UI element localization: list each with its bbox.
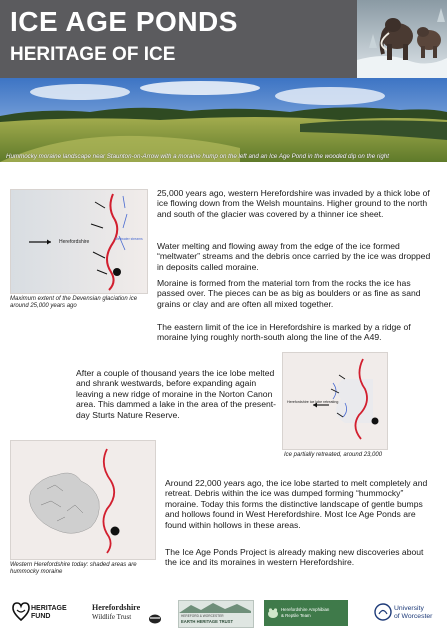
map-3-caption: Western Herefordshire today: shaded areas are hummocky moraine bbox=[10, 562, 137, 576]
map-1-graphic bbox=[11, 190, 147, 293]
section-3-paragraph-1: Around 22,000 years ago, the ice lobe started to melt completely and retreat. Debris within the ice was dumped forming “hummocky” moraine. Today this forms the distinctive landscape of gentle bumps and hollows found in West Herefordshire. Most Ice Age Ponds are found within hollows in these areas. bbox=[165, 478, 428, 530]
frog-icon bbox=[267, 606, 279, 620]
map-2-label: Herefordshire ice lobe retreating bbox=[287, 400, 339, 404]
earth-heritage-trust-logo bbox=[178, 600, 254, 628]
hills-icon bbox=[179, 601, 251, 613]
page-subtitle: HERITAGE OF ICE bbox=[10, 44, 176, 65]
badger-icon bbox=[148, 612, 162, 624]
map-hummocky-moraine bbox=[10, 440, 156, 560]
heritage-text-2: FUND bbox=[31, 613, 51, 620]
landscape-scene bbox=[0, 78, 447, 162]
amphibian-text-1: Herefordshire Amphibian bbox=[281, 607, 330, 612]
photo-caption: Hummocky moraine landscape near Staunton-on-Arrow with a moraine hump on the left and an Ice Age Pond in the wooded dip on the right bbox=[6, 153, 389, 160]
map-1-caption: Maximum extent of the Devensian glaciation ice around 25,000 years ago bbox=[10, 296, 138, 310]
map-ice-retreat bbox=[282, 352, 388, 450]
footer-logos bbox=[0, 596, 447, 633]
university-text-1: University bbox=[394, 605, 424, 612]
amphibian-text-2: & Reptile Team bbox=[281, 613, 311, 618]
map-2-graphic bbox=[283, 353, 387, 449]
university-text-2: of Worcester bbox=[394, 613, 433, 620]
wildlife-text-1: Herefordshire bbox=[92, 603, 141, 612]
section-1-paragraph-2: Water melting and flowing away from the edge of the ice formed “meltwater” streams and the debris once carried by the ice was dropped in deposits called moraine. bbox=[157, 241, 431, 272]
section-1-paragraph-4: The eastern limit of the ice in Herefordshire is marked by a ridge of moraine lying roughly north-south along the line of the A49. bbox=[157, 322, 411, 343]
earth-text-1: HEREFORD & WORCESTER bbox=[181, 614, 224, 618]
map-1-sublabel: Meltwater streams bbox=[115, 237, 143, 241]
map-glaciation-maximum bbox=[10, 189, 148, 294]
wildlife-trust-logo bbox=[92, 600, 170, 626]
section-2-paragraph: After a couple of thousand years the ice lobe melted and shrank westwards, before expanding again leaving a new ridge of moraine in the Norton Canon area. This dammed a lake in the area of the present-day Sturts Nature Reserve. bbox=[76, 368, 276, 420]
university-of-worcester-logo bbox=[374, 600, 440, 626]
heritage-text-1: HERITAGE bbox=[31, 605, 67, 612]
mammoth-illustration bbox=[357, 0, 447, 78]
heritage-fund-logo bbox=[12, 600, 67, 626]
section-1-paragraph-3: Moraine is formed from the material torn from the rocks the ice has passed over. The pieces can be as big as boulders or as fine as sand grains or clay and are often all mixed together. bbox=[157, 278, 421, 309]
wildlife-text-2: Wildlife Trust bbox=[92, 613, 132, 621]
section-3-paragraph-2: The Ice Age Ponds Project is already making new discoveries about the ice and its moraines in western Herefordshire. bbox=[165, 547, 424, 568]
landscape-photo bbox=[0, 78, 447, 162]
page-title: ICE AGE PONDS bbox=[10, 6, 238, 37]
map-3-graphic bbox=[11, 441, 155, 559]
section-1-paragraph-1: 25,000 years ago, western Herefordshire was invaded by a thick lobe of ice flowing down from the Welsh mountains. Higher ground to the north and south of the glacier was covered by a thinner ice sheet. bbox=[157, 188, 430, 219]
amphibian-reptile-team-logo bbox=[264, 600, 348, 626]
map-2-caption: Ice partially retreated, around 23,000 bbox=[284, 452, 383, 458]
university-crest-icon bbox=[374, 603, 392, 621]
heritage-fund-icon bbox=[12, 602, 30, 622]
header-banner bbox=[0, 0, 447, 78]
earth-text-2: EARTH HERITAGE TRUST bbox=[181, 619, 234, 624]
map-1-label: Herefordshire bbox=[59, 239, 90, 245]
